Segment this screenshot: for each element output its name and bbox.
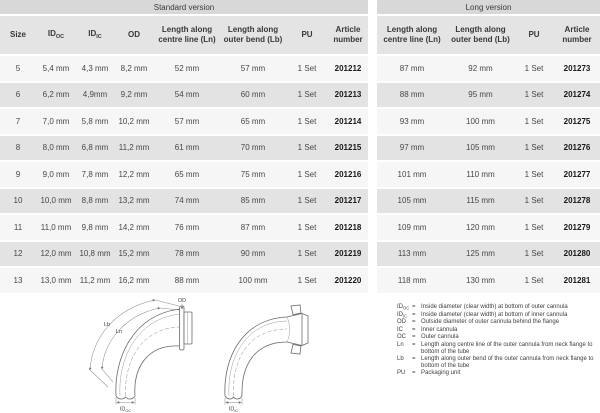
long-version-title: Long version [377, 0, 600, 14]
cell-article-number: 201214 [334, 116, 362, 126]
cell-id-oc: 13,0 mm [40, 275, 72, 285]
long-header-row [377, 16, 600, 54]
col-header-ln: Length along centre line (Ln) [158, 25, 216, 44]
cell-id-oc: 6,2 mm [42, 90, 70, 100]
legend-equals-sign: = [412, 341, 416, 348]
outer-cannula-drawing [2, 297, 197, 413]
cell-article-number: 201218 [334, 222, 362, 232]
cell-id-ic: 11,2 mm [79, 275, 111, 285]
legend-equals-sign: = [412, 311, 416, 318]
cell-pu: 1 Set [524, 275, 544, 285]
cell-pu: 1 Set [297, 143, 317, 153]
tube-wall-line [120, 314, 180, 396]
long-table-row [377, 268, 600, 293]
cell-size: 7 [15, 116, 21, 126]
cell-article-number: 201277 [563, 169, 591, 179]
cell-article-number: 201273 [563, 63, 591, 73]
cell-article-number: 201213 [334, 90, 362, 100]
id-oc-label: $ID_{OC}$ [119, 406, 132, 413]
legend-term: OC [397, 334, 406, 340]
cell-od: 15,2 mm [118, 249, 150, 259]
legend-description: Packaging unit [421, 369, 461, 376]
cell-lb: 70 mm [240, 143, 266, 153]
cell-lb: 95 mm [468, 90, 493, 100]
cell-ln: 65 mm [174, 169, 200, 179]
col-header-article: Article number [562, 25, 592, 44]
cell-ln: 93 mm [399, 116, 425, 126]
cell-id-oc: 10,0 mm [40, 196, 72, 206]
legend-term: PU [397, 369, 406, 376]
cell-pu: 1 Set [297, 169, 317, 179]
cell-od: 14,2 mm [118, 222, 150, 232]
standard-table-row [0, 136, 368, 161]
standard-table-row [0, 83, 368, 108]
cell-article-number: 201220 [334, 275, 362, 285]
lb-label: Lb [104, 322, 111, 328]
cell-id-oc: 12,0 mm [40, 249, 72, 259]
cell-pu: 1 Set [524, 90, 544, 100]
cell-article-number: 201217 [334, 196, 362, 206]
connector-hub [184, 312, 192, 344]
inner-cannula-drawing [197, 297, 342, 413]
cell-ln: 109 mm [397, 222, 427, 232]
cell-size: 13 [13, 275, 23, 285]
cell-ln: 74 mm [174, 196, 200, 206]
legend-equals-sign: = [412, 355, 416, 362]
legend-item [397, 370, 597, 378]
cell-ln: 78 mm [174, 249, 200, 259]
legend-term: Lb [397, 355, 404, 362]
legend-item [397, 319, 597, 327]
cell-lb: 87 mm [240, 222, 266, 232]
legend-item [397, 342, 597, 356]
legend-item [397, 304, 597, 312]
cell-article-number: 201216 [334, 169, 362, 179]
long-table-row [377, 56, 600, 81]
tube-outer-edge [225, 317, 287, 396]
standard-table-row [0, 56, 368, 81]
cell-ln: 118 mm [397, 275, 427, 285]
cell-lb: 75 mm [240, 169, 266, 179]
cell-id-ic: 9,8 mm [81, 222, 109, 232]
legend-item [397, 327, 597, 335]
id-ic-label: $ID_{IC}$ [228, 406, 239, 413]
cell-id-ic: 8,8 mm [81, 196, 109, 206]
cell-od: 11,2 mm [118, 143, 150, 153]
cell-lb: 115 mm [466, 196, 495, 206]
legend-description: Outer cannula [421, 334, 459, 340]
tube-wall-line [229, 321, 287, 396]
connector-wing-bottom [291, 344, 301, 354]
tube-centre-line [125, 327, 180, 396]
abbreviation-legend [397, 304, 597, 377]
cell-lb: 65 mm [240, 116, 266, 126]
cell-ln: 97 mm [399, 143, 425, 153]
legend-term: IC [397, 326, 403, 333]
col-header-pu: PU [528, 30, 540, 39]
standard-version-table [0, 0, 368, 293]
cell-article-number: 201212 [334, 63, 362, 73]
legend-description: Inside diameter (clear width) at bottom of inner cannula [421, 311, 568, 318]
cell-article-number: 201274 [563, 90, 591, 100]
cell-article-number: 201219 [334, 249, 362, 259]
standard-table-row [0, 189, 368, 214]
long-version-table [377, 0, 600, 293]
tube-outer-edge [116, 309, 180, 396]
connector-wing-top [291, 305, 301, 315]
cell-id-ic: 4,9mm [82, 90, 108, 100]
cell-id-oc: 9,0 mm [42, 169, 70, 179]
col-header-size: Size [9, 30, 26, 39]
cell-article-number: 201281 [563, 275, 591, 285]
cell-id-oc: 7,0 mm [42, 116, 70, 126]
neck-flange [180, 306, 185, 350]
cell-pu: 1 Set [297, 116, 317, 126]
cell-lb: 92 mm [468, 63, 493, 73]
cell-size: 12 [13, 249, 23, 259]
cell-pu: 1 Set [297, 222, 317, 232]
cell-pu: 1 Set [297, 275, 317, 285]
col-header-id-oc: $ID_{OC}$ [47, 29, 65, 41]
tube-bottom-opening [116, 396, 135, 399]
cell-size: 11 [13, 222, 23, 232]
cell-pu: 1 Set [524, 222, 544, 232]
cell-od: 16,2 mm [118, 275, 150, 285]
long-table-row [377, 162, 600, 187]
ln-leader-line-bottom [102, 369, 113, 382]
lb-leader-line [155, 300, 179, 306]
cell-lb: 57 mm [240, 63, 266, 73]
cell-ln: 88 mm [399, 90, 425, 100]
long-table-row [377, 189, 600, 214]
cell-lb: 120 mm [466, 222, 495, 232]
legend-description: Length along centre line of the outer cannula from neck flange to bottom of the tube [421, 341, 593, 355]
cell-ln: 76 mm [174, 222, 200, 232]
long-table-row [377, 109, 600, 134]
cell-ln: 54 mm [174, 90, 200, 100]
legend-term: OD [397, 319, 406, 325]
col-header-lb: Length along outer bend (Lb) [223, 25, 283, 44]
legend-term: $ID_{OC}$ [397, 304, 410, 311]
standard-table-row [0, 109, 368, 134]
cell-ln: 52 mm [174, 63, 200, 73]
cell-od: 8,2 mm [120, 63, 148, 73]
cell-lb: 100 mm [238, 275, 268, 285]
legend-term: Ln [397, 341, 404, 348]
cell-id-oc: 5,4 mm [42, 63, 70, 73]
connector-joint [287, 317, 290, 342]
long-table-row [377, 242, 600, 267]
col-header-pu: PU [301, 30, 313, 39]
cell-pu: 1 Set [297, 63, 317, 73]
od-label: OD [177, 298, 187, 304]
legend-description: Outside diameter of outer cannula behind the flange [421, 319, 560, 325]
cell-size: 9 [15, 169, 21, 179]
cell-size: 10 [13, 196, 23, 206]
cell-od: 12,2 mm [118, 169, 150, 179]
cell-lb: 110 mm [466, 169, 495, 179]
legend-term: $ID_{IC}$ [397, 311, 408, 318]
cell-id-oc: 8,0 mm [42, 143, 70, 153]
long-table-row [377, 136, 600, 161]
cell-article-number: 201275 [563, 116, 591, 126]
legend-description: Inside diameter (clear width) at bottom of outer cannula [421, 304, 568, 310]
cell-ln: 105 mm [397, 196, 427, 206]
cell-id-ic: 4,3 mm [81, 63, 109, 73]
cell-ln: 113 mm [397, 249, 427, 259]
tube-bottom-opening [225, 396, 242, 399]
legend-item [397, 312, 597, 320]
cell-pu: 1 Set [524, 143, 544, 153]
tube-inner-edge [135, 346, 180, 396]
long-table-row [377, 83, 600, 108]
cell-lb: 60 mm [240, 90, 266, 100]
cell-id-ic: 10,8 mm [79, 249, 111, 259]
connector-tip [302, 314, 308, 346]
col-header-id-ic: $ID_{IC}$ [88, 29, 102, 41]
cell-od: 13,2 mm [118, 196, 150, 206]
cell-od: 9,2 mm [120, 90, 148, 100]
cell-pu: 1 Set [524, 116, 544, 126]
legend-description: Inner cannula [421, 326, 458, 333]
tube-inner-edge [242, 342, 287, 396]
cell-lb: 105 mm [466, 143, 495, 153]
col-header-ln: Length along centre line (Ln) [383, 25, 441, 44]
cell-article-number: 201276 [563, 143, 591, 153]
standard-table-row [0, 215, 368, 240]
cell-id-ic: 6,8 mm [81, 143, 109, 153]
cell-id-oc: 11,0 mm [40, 222, 72, 232]
lb-dimension-arc [90, 300, 155, 370]
legend-equals-sign: = [412, 304, 416, 310]
cell-id-ic: 7,8 mm [81, 169, 109, 179]
cell-size: 5 [15, 63, 21, 73]
long-table-row [377, 215, 600, 240]
legend-equals-sign: = [412, 369, 416, 376]
col-header-od: OD [128, 30, 140, 39]
cell-pu: 1 Set [297, 249, 317, 259]
col-header-article: Article number [333, 25, 363, 44]
standard-table-row [0, 242, 368, 267]
legend-equals-sign: = [412, 326, 416, 333]
legend-item [397, 334, 597, 342]
cell-lb: 130 mm [466, 275, 495, 285]
cell-od: 10,2 mm [118, 116, 150, 126]
cell-lb: 100 mm [466, 116, 495, 126]
legend-description: Length along outer bend of the outer cannula from neck flange to bottom of the tube [421, 355, 594, 369]
col-header-lb: Length along outer bend (Lb) [451, 25, 510, 44]
cell-pu: 1 Set [524, 63, 544, 73]
standard-header-row [0, 16, 368, 54]
cell-pu: 1 Set [524, 196, 544, 206]
standard-table-row [0, 268, 368, 293]
legend-equals-sign: = [412, 334, 416, 340]
cell-pu: 1 Set [297, 196, 317, 206]
legend-item [397, 356, 597, 370]
cell-ln: 61 mm [174, 143, 200, 153]
cell-ln: 88 mm [174, 275, 200, 285]
cell-article-number: 201279 [563, 222, 591, 232]
cell-ln: 101 mm [397, 169, 427, 179]
cell-pu: 1 Set [524, 249, 544, 259]
cell-article-number: 201278 [563, 196, 591, 206]
legend-equals-sign: = [412, 319, 416, 325]
cell-article-number: 201280 [563, 249, 591, 259]
cell-pu: 1 Set [297, 90, 317, 100]
standard-table-row [0, 162, 368, 187]
ln-label: Ln [116, 329, 123, 335]
standard-version-title: Standard version [0, 0, 368, 14]
cell-article-number: 201215 [334, 143, 362, 153]
cell-lb: 85 mm [240, 196, 266, 206]
cell-lb: 90 mm [240, 249, 266, 259]
cell-ln: 87 mm [399, 63, 425, 73]
cell-pu: 1 Set [524, 169, 544, 179]
cell-size: 8 [15, 143, 21, 153]
cell-ln: 57 mm [174, 116, 200, 126]
cell-size: 6 [15, 90, 21, 100]
cell-lb: 125 mm [466, 249, 495, 259]
cell-id-ic: 5,8 mm [81, 116, 109, 126]
